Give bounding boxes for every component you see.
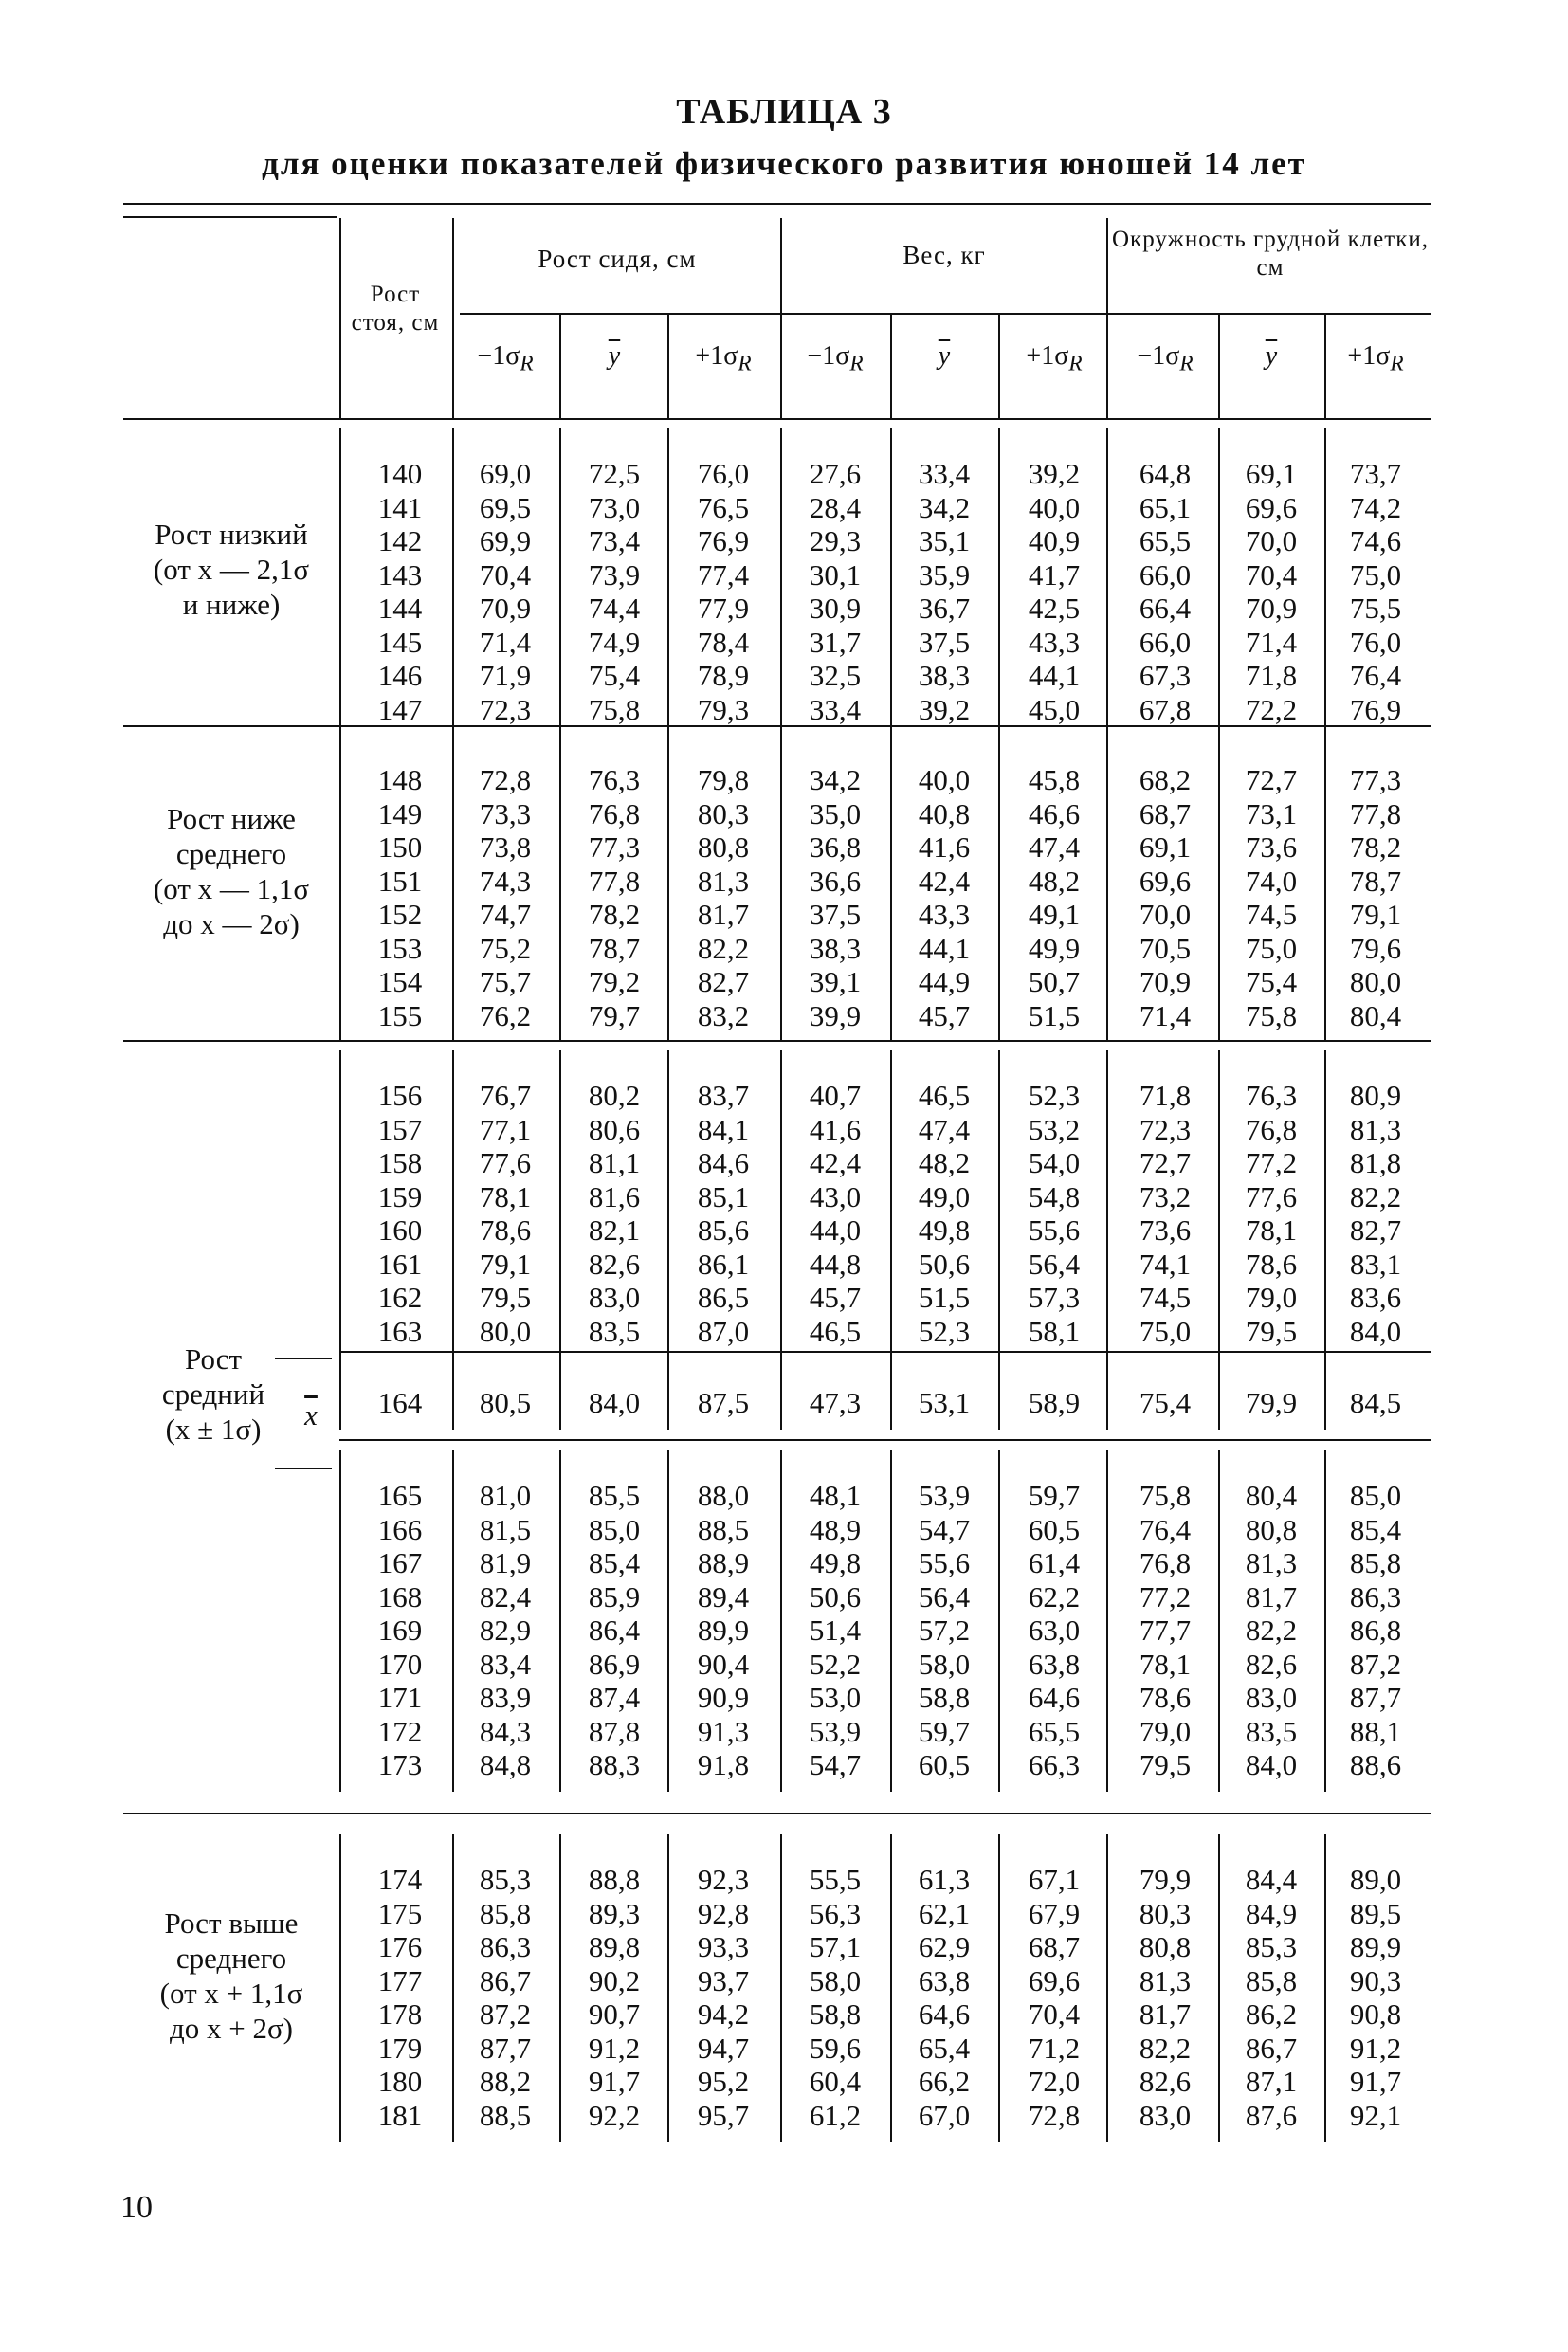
row-divider: [780, 428, 782, 736]
data-column: 34,2 35,0 36,8 36,6 37,5 38,3 39,1 39,9: [809, 763, 862, 1032]
header-divider: [339, 218, 341, 419]
row-divider: [667, 1050, 669, 1358]
data-column: 88,8 89,3 89,8 90,2 90,7 91,2 91,7 92,2: [588, 1863, 641, 2132]
data-column: 59,7 60,5 61,4 62,2 63,0 63,8 64,6 65,5 66,3: [1028, 1479, 1081, 1781]
data-column: 45,8 46,6 47,4 48,2 49,1 49,9 50,7 51,5: [1028, 763, 1081, 1032]
data-column: 53,1: [918, 1386, 971, 1419]
data-column: 72,7 73,1 73,6 74,0 74,5 75,0 75,4 75,8: [1245, 763, 1298, 1032]
data-column: 67,1 67,9 68,7 69,6 70,4 71,2 72,0 72,8: [1028, 1863, 1081, 2132]
header-divider: [780, 218, 782, 419]
data-column: 58,9: [1028, 1386, 1081, 1419]
data-column: 68,2 68,7 69,1 69,6 70,0 70,5 70,9 71,4: [1139, 763, 1192, 1032]
data-column: 72,5 73,0 73,4 73,9 74,4 74,9 75,4 75,8: [588, 457, 641, 726]
data-column: 69,1 69,6 70,0 70,4 70,9 71,4 71,8 72,2: [1245, 457, 1298, 726]
subheader-rule: [460, 313, 1431, 315]
data-column: 174 175 176 177 178 179 180 181: [377, 1863, 423, 2132]
data-column: 27,6 28,4 29,3 30,1 30,9 31,7 32,5 33,4: [809, 457, 862, 726]
data-column: 69,0 69,5 69,9 70,4 70,9 71,4 71,9 72,3: [479, 457, 532, 726]
data-column: 87,5: [697, 1386, 750, 1419]
row-divider: [780, 1834, 782, 2142]
subheader-minus: $-1\sigma_R$: [477, 341, 534, 376]
row-divider: [780, 1358, 782, 1430]
header-height: Рост стоя, см: [351, 282, 440, 336]
data-column: 40,7 41,6 42,4 43,0 44,0 44,8 45,7 46,5: [809, 1079, 862, 1348]
data-column: 81,0 81,5 81,9 82,4 82,9 83,4 83,9 84,3 84,8: [479, 1479, 532, 1781]
data-column: 80,2 80,6 81,1 81,6 82,1 82,6 83,0 83,5: [588, 1079, 641, 1348]
data-column: 85,5 85,0 85,4 85,9 86,4 86,9 87,4 87,8 88,3: [588, 1479, 641, 1781]
row-divider: [667, 735, 669, 1042]
data-column: 84,0: [588, 1386, 641, 1419]
subheader-plus: $+1\sigma_R$: [695, 341, 752, 376]
data-column: 72,8 73,3 73,8 74,3 74,7 75,2 75,7 76,2: [479, 763, 532, 1032]
data-column: 84,5: [1349, 1386, 1402, 1419]
data-column: 53,9 54,7 55,6 56,4 57,2 58,0 58,8 59,7 60,5: [918, 1479, 971, 1781]
data-column: 156 157 158 159 160 161 162 163: [377, 1079, 423, 1348]
row-divider: [339, 428, 341, 736]
data-column: 46,5 47,4 48,2 49,0 49,8 50,6 51,5 52,3: [918, 1079, 971, 1348]
row-divider: [1106, 1450, 1108, 1792]
data-column: 79,9 80,3 80,8 81,3 81,7 82,2 82,6 83,0: [1139, 1863, 1192, 2132]
header-divider: [667, 315, 669, 419]
data-column: 77,3 77,8 78,2 78,7 79,1 79,6 80,0 80,4: [1349, 763, 1402, 1032]
group-rule: [123, 1813, 1431, 1814]
row-divider: [1106, 735, 1108, 1042]
row-divider: [667, 1358, 669, 1430]
data-column: 33,4 34,2 35,1 35,9 36,7 37,5 38,3 39,2: [918, 457, 971, 726]
subheader-y: $\overline{y}$: [1265, 341, 1278, 371]
header-sitting-height: Рост сидя, см: [538, 245, 697, 273]
data-column: 85,3 85,8 86,3 86,7 87,2 87,7 88,2 88,5: [479, 1863, 532, 2132]
data-column: 52,3 53,2 54,0 54,8 55,6 56,4 57,3 58,1: [1028, 1079, 1081, 1348]
row-divider: [339, 1450, 341, 1792]
data-column: 76,3 76,8 77,3 77,8 78,2 78,7 79,2 79,7: [588, 763, 641, 1032]
data-column: 80,9 81,3 81,8 82,2 82,7 83,1 83,6 84,0: [1349, 1079, 1402, 1348]
data-column: 76,7 77,1 77,6 78,1 78,6 79,1 79,5 80,0: [479, 1079, 532, 1348]
group-label-average: Рост средний (x ± 1σ): [161, 1342, 265, 1446]
row-divider: [998, 428, 1000, 736]
mean-row-rule: [339, 1351, 1431, 1353]
data-column: 76,3 76,8 77,2 77,6 78,1 78,6 79,0 79,5: [1245, 1079, 1298, 1348]
data-column: 88,0 88,5 88,9 89,4 89,9 90,4 90,9 91,3 91,8: [697, 1479, 750, 1781]
data-column: 80,4 80,8 81,3 81,7 82,2 82,6 83,0 83,5 84,0: [1245, 1479, 1298, 1781]
page-number: 10: [120, 2190, 153, 2225]
row-divider: [998, 1450, 1000, 1792]
data-column: 73,7 74,2 74,6 75,0 75,5 76,0 76,4 76,9: [1349, 457, 1402, 726]
data-column: 92,3 92,8 93,3 93,7 94,2 94,7 95,2 95,7: [697, 1863, 750, 2132]
row-divider: [998, 1834, 1000, 2142]
row-divider: [559, 1050, 561, 1358]
data-column: 47,3: [809, 1386, 862, 1419]
table-title: ТАБЛИЦА 3: [676, 92, 892, 132]
data-column: 75,8 76,4 76,8 77,2 77,7 78,1 78,6 79,0 79,5: [1139, 1479, 1192, 1781]
mean-bracket-rule: [275, 1358, 332, 1359]
table-subtitle: для оценки показателей физического развития юношей 14 лет: [262, 145, 1306, 182]
group-label: Рост низкий (от x — 2,1σ и ниже): [153, 518, 310, 621]
data-column: 80,5: [479, 1386, 532, 1419]
subheader-minus: $-1\sigma_R$: [807, 341, 864, 376]
mean-bracket-rule: [275, 1468, 332, 1469]
data-column: 76,0 76,5 76,9 77,4 77,9 78,4 78,9 79,3: [697, 457, 750, 726]
data-column: 71,8 72,3 72,7 73,2 73,6 74,1 74,5 75,0: [1139, 1079, 1192, 1348]
header-divider: [559, 315, 561, 419]
row-divider: [998, 1050, 1000, 1358]
subheader-minus: $-1\sigma_R$: [1137, 341, 1194, 376]
row-divider: [667, 1450, 669, 1792]
rule: [123, 216, 337, 218]
header-chest: Окружность грудной клетки, см: [1112, 227, 1429, 281]
header-weight: Вес, кг: [903, 241, 986, 269]
data-column: 164: [377, 1386, 423, 1419]
group-label: Рост ниже среднего (от x — 1,1σ до x — 2σ): [153, 802, 310, 940]
row-divider: [667, 1834, 669, 2142]
data-column: 89,0 89,5 89,9 90,3 90,8 91,2 91,7 92,1: [1349, 1863, 1402, 2132]
data-column: 140 141 142 143 144 145 146 147: [377, 457, 423, 726]
data-column: 39,2 40,0 40,9 41,7 42,5 43,3 44,1 45,0: [1028, 457, 1081, 726]
data-column: 83,7 84,1 84,6 85,1 85,6 86,1 86,5 87,0: [697, 1079, 750, 1348]
row-divider: [339, 1050, 341, 1358]
data-column: 75,4: [1139, 1386, 1192, 1419]
subheader-plus: $+1\sigma_R$: [1026, 341, 1083, 376]
row-divider: [559, 1358, 561, 1430]
row-divider: [780, 735, 782, 1042]
data-column: 165 166 167 168 169 170 171 172 173: [377, 1479, 423, 1781]
data-column: 85,0 85,4 85,8 86,3 86,8 87,2 87,7 88,1 88,6: [1349, 1479, 1402, 1781]
mean-marker: $\overline{x}$: [304, 1398, 318, 1431]
data-column: 79,8 80,3 80,8 81,3 81,7 82,2 82,7 83,2: [697, 763, 750, 1032]
row-divider: [780, 1450, 782, 1792]
row-divider: [559, 1834, 561, 2142]
subheader-y: $\overline{y}$: [938, 341, 951, 371]
row-divider: [559, 1450, 561, 1792]
data-column: 48,1 48,9 49,8 50,6 51,4 52,2 53,0 53,9 54,7: [809, 1479, 862, 1781]
data-column: 61,3 62,1 62,9 63,8 64,6 65,4 66,2 67,0: [918, 1863, 971, 2132]
group-label: Рост выше среднего (от x + 1,1σ до x + 2σ): [159, 1906, 303, 2045]
row-divider: [998, 735, 1000, 1042]
data-column: 64,8 65,1 65,5 66,0 66,4 66,0 67,3 67,8: [1139, 457, 1192, 726]
row-divider: [559, 428, 561, 736]
row-divider: [339, 1834, 341, 2142]
header-divider: [998, 315, 1000, 419]
row-divider: [780, 1050, 782, 1358]
row-divider: [339, 735, 341, 1042]
row-divider: [667, 428, 669, 736]
subheader-y: $\overline{y}$: [608, 341, 621, 371]
row-divider: [559, 735, 561, 1042]
header-bottom-rule: [123, 418, 1431, 420]
group-rule: [123, 725, 1431, 727]
subheader-plus: $+1\sigma_R$: [1347, 341, 1404, 376]
group-rule: [123, 1040, 1431, 1042]
top-rule: [123, 203, 1431, 205]
row-divider: [1106, 1358, 1108, 1430]
row-divider: [1106, 1050, 1108, 1358]
header-divider: [1106, 218, 1108, 419]
data-column: 40,0 40,8 41,6 42,4 43,3 44,1 44,9 45,7: [918, 763, 971, 1032]
row-divider: [1106, 1834, 1108, 2142]
row-divider: [339, 1358, 341, 1430]
row-divider: [1106, 428, 1108, 736]
data-column: 79,9: [1245, 1386, 1298, 1419]
data-column: 84,4 84,9 85,3 85,8 86,2 86,7 87,1 87,6: [1245, 1863, 1298, 2132]
mean-row-rule: [339, 1439, 1431, 1441]
data-column: 55,5 56,3 57,1 58,0 58,8 59,6 60,4 61,2: [809, 1863, 862, 2132]
row-divider: [998, 1358, 1000, 1430]
data-column: 148 149 150 151 152 153 154 155: [377, 763, 423, 1032]
header-divider: [452, 218, 454, 419]
